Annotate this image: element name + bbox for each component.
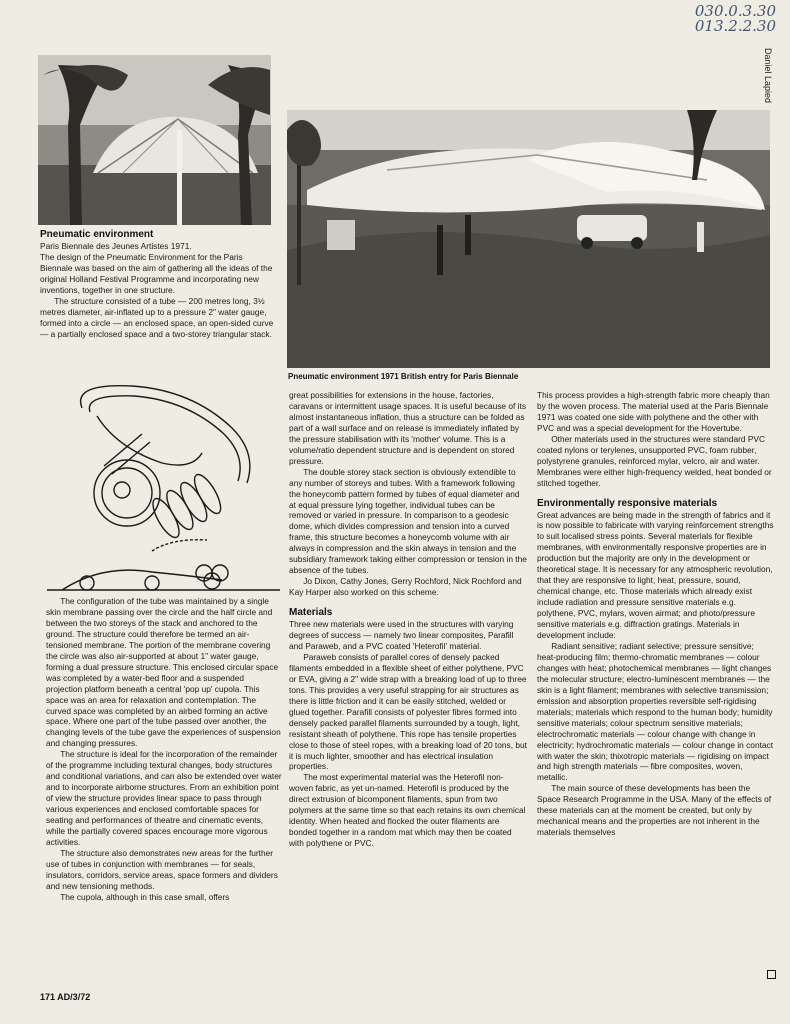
section-heading-materials: Materials xyxy=(289,607,333,619)
photo-small-illustration xyxy=(38,55,271,225)
paragraph: The double storey stack section is obviously extendible to any number of storeys and tubes. With a framework following the honeycomb pattern formed by tubes of equal diameter and at equal pressure lying together, individual tubes can be removed or varied in pressure. In comparison to a geodesic dome, which divides compression and tension into a curved frame, this structure becomes a honeycomb volume with air always in compression and the skin always in tension and the subsidiary framework taking either compression or tension in the absence of the tubes. xyxy=(289,466,527,576)
tube-plan-and-elevation-diagram xyxy=(42,368,282,594)
paragraph: The cupola, although in this case small, offers xyxy=(60,891,230,902)
paragraph: The main source of these developments has been the Space Research Programme in the USA. Many of the effects of these materials can at the moment be created, but only by mechanical means and the properties are not inherent in the materials themselves xyxy=(537,783,772,838)
paragraph: Other materials used in the structures were standard PVC coated nylons or terylenes, unsupported PVC, foam rubber, polystyrene granules, reinforced mylar, velcro, air and water. Membranes were either high-frequency welded, heat bonded or stitched together. xyxy=(537,433,772,488)
paragraph: This process provides a high-strength fabric more cheaply than by the woven process. The material used at the Paris Biennale 1971 was coated one side with polythene and the other with PVC and was a special development for the Hovertube. xyxy=(537,390,770,433)
paragraph: The structure is ideal for the incorporation of the remainder of the programme including textural changes, body structures and conditional variations, and can also be extended over water and to incorporate airborne structures. From an exhibition point of view the structure provides linear space to pass through various experiences and enclosed comfortable spaces for seating and performances of theatre and cinematic events, while the partially covered spaces encourage more vigorous activities. xyxy=(46,749,282,847)
paragraph: The structure also demonstrates new areas for the further use of tubes in conjunction with membranes — for seals, insulators, corridors, service areas, space formers and dividers and new tensioning methods. xyxy=(46,847,278,891)
photo-pneumatic-large xyxy=(287,110,770,368)
paragraph: The configuration of the tube was maintained by a single skin membrane passing over the circle and the half circle and between the two storeys of the stack and anchored to the ground. The structure could therefore be termed an air-tensioned membrane. The portion of the membrane covering the circle was also air-supported at about 1" water gauge, forming a dual pressure structure. This enclosed circular space was completed by a water-bed floor and a suspended projection platform beneath a central 'pop up' cupola. This space was an area for relaxation and contemplation. The curved space was completed by an airbed forming an active space. Where one part of the tube passed over another, the changing levels of the tube gave the experiences of suspension and changing pressures. xyxy=(46,596,281,749)
paragraph: Radiant sensitive; radiant selective; pressure sensitive; heat-producing film; thermo-chromatic membranes — colour changes with heat; photochemical membranes — light changes the molecular structure; electro-luminescent membranes — the skin is a light filament; membranes with selective transmission; emission and absorption properties reversible self-rigidising materials; materials which respond to the human body; humidity sensitive materials; colour spectrum sensitive materials; electrochromatic materials — colour change with change in electricity; hydrochromatic materials — colour change in contact with water the skin; thixotropic materials — rigidising on impact and high strength materials — fibre composites, woven, metallic. xyxy=(537,640,774,783)
section-heading-pneumatic: Pneumatic environment xyxy=(40,229,154,240)
paragraph: Great advances are being made in the strength of fabrics and it is now possible to fabricate with varying reinforcement strengths to suit localised stress points. Several materials for flexible membranes, with environmentally responsive properties are in production but the majority are only in the development or theoretical stage. It is necessary for any atmospheric revolution, that they are responsive to light, heat, pressure, sound, chemical change, etc. Those materials which already exist include radiation and pressure sensitive materials e.g. polythene, PVC, mylars, woven airmat; and photo/pressure sensitive materials e.g. diffraction gratings. Materials in development include: xyxy=(537,509,774,641)
handwritten-line-1: 030.0.3.30 xyxy=(694,2,776,20)
paragraph: Paraweb consists of parallel cores of densely packed filaments embedded in a flexible sheet of either polythene, PVC or EVA, giving a 2" wide strap with a breaking load of up to three tons. This provides a very useful strapping for air structures as there is little friction and it can be easily stitched, welded or glued together. Parafill consists of polyester fibres formed into densely packed parallel filaments surrounded by a tough, light, resistant sheath of polythene. This rope has tensile properties close to those of steel ropes, with a breaking load of 20 tons, but it is much lighter, smoother and has electrical insulation properties. xyxy=(289,651,527,772)
paragraph: Jo Dixon, Cathy Jones, Gerry Rochford, Nick Rochford and Kay Harper also worked on this scheme. xyxy=(289,576,522,598)
photo-pneumatic-small xyxy=(38,55,271,225)
paragraph: The structure consisted of a tube — 200 metres long, 3½ metres diameter, air-inflated up to a pressure 2" water gauge, formed into a circle — an enclosed space, an open-sided curve — a partially enclosed space and a two-storey triangular stack. xyxy=(40,295,274,339)
column-right xyxy=(537,390,775,838)
photo-caption: Pneumatic environment 1971 British entry for Paris Biennale xyxy=(288,372,519,381)
column-left-bottom xyxy=(46,596,282,903)
end-of-article-mark xyxy=(767,970,776,979)
paragraph: Three new materials were used in the structures with varying degrees of success — namely two linear composites, Parafill and Paraweb, and a PVC coated 'Heterofil' material. xyxy=(289,619,514,651)
page-folio: 171 AD/3/72 xyxy=(40,992,91,1002)
paragraph: Paris Biennale des Jeunes Artistes 1971. xyxy=(40,240,192,251)
column-middle xyxy=(289,390,527,849)
photo-credit: Daniel Lapied xyxy=(763,48,773,104)
column-left-top xyxy=(40,230,274,340)
structure-diagram xyxy=(42,368,282,594)
paragraph: The most experimental material was the Heterofil non-woven fabric, as yet un-named. Heterofil is produced by the direct extrusion of bicomponent filaments, spun from two polymers at the same time so that each retains its own chemical identity. When heated and flocked the outer filaments are bonded together in a random mat which may then be coated with polythene or PVC. xyxy=(289,772,526,849)
paragraph: The design of the Pneumatic Environment for the Paris Biennale was based on the aim of gathering all the ideas of the original Holland Festival Programme and incorporating new inventions, together in one structure. xyxy=(40,251,273,295)
handwritten-line-2: 013.2.2.30 xyxy=(694,17,776,35)
paragraph: great possibilities for extensions in the house, factories, caravans or intermittent usage spaces. It is useful because of its almost instantaneous inflation, thus a structure can be folded as part of a wall surface and on release is immediately inflated by the pressure stabilisation with its 'mother' volume. This is a volume/ratio dependent structure and is dependent on stored pressure. xyxy=(289,390,526,466)
photo-large-illustration xyxy=(287,110,770,368)
handwritten-reference xyxy=(695,4,776,34)
section-heading-responsive-materials: Environmentally responsive materials xyxy=(537,497,718,509)
